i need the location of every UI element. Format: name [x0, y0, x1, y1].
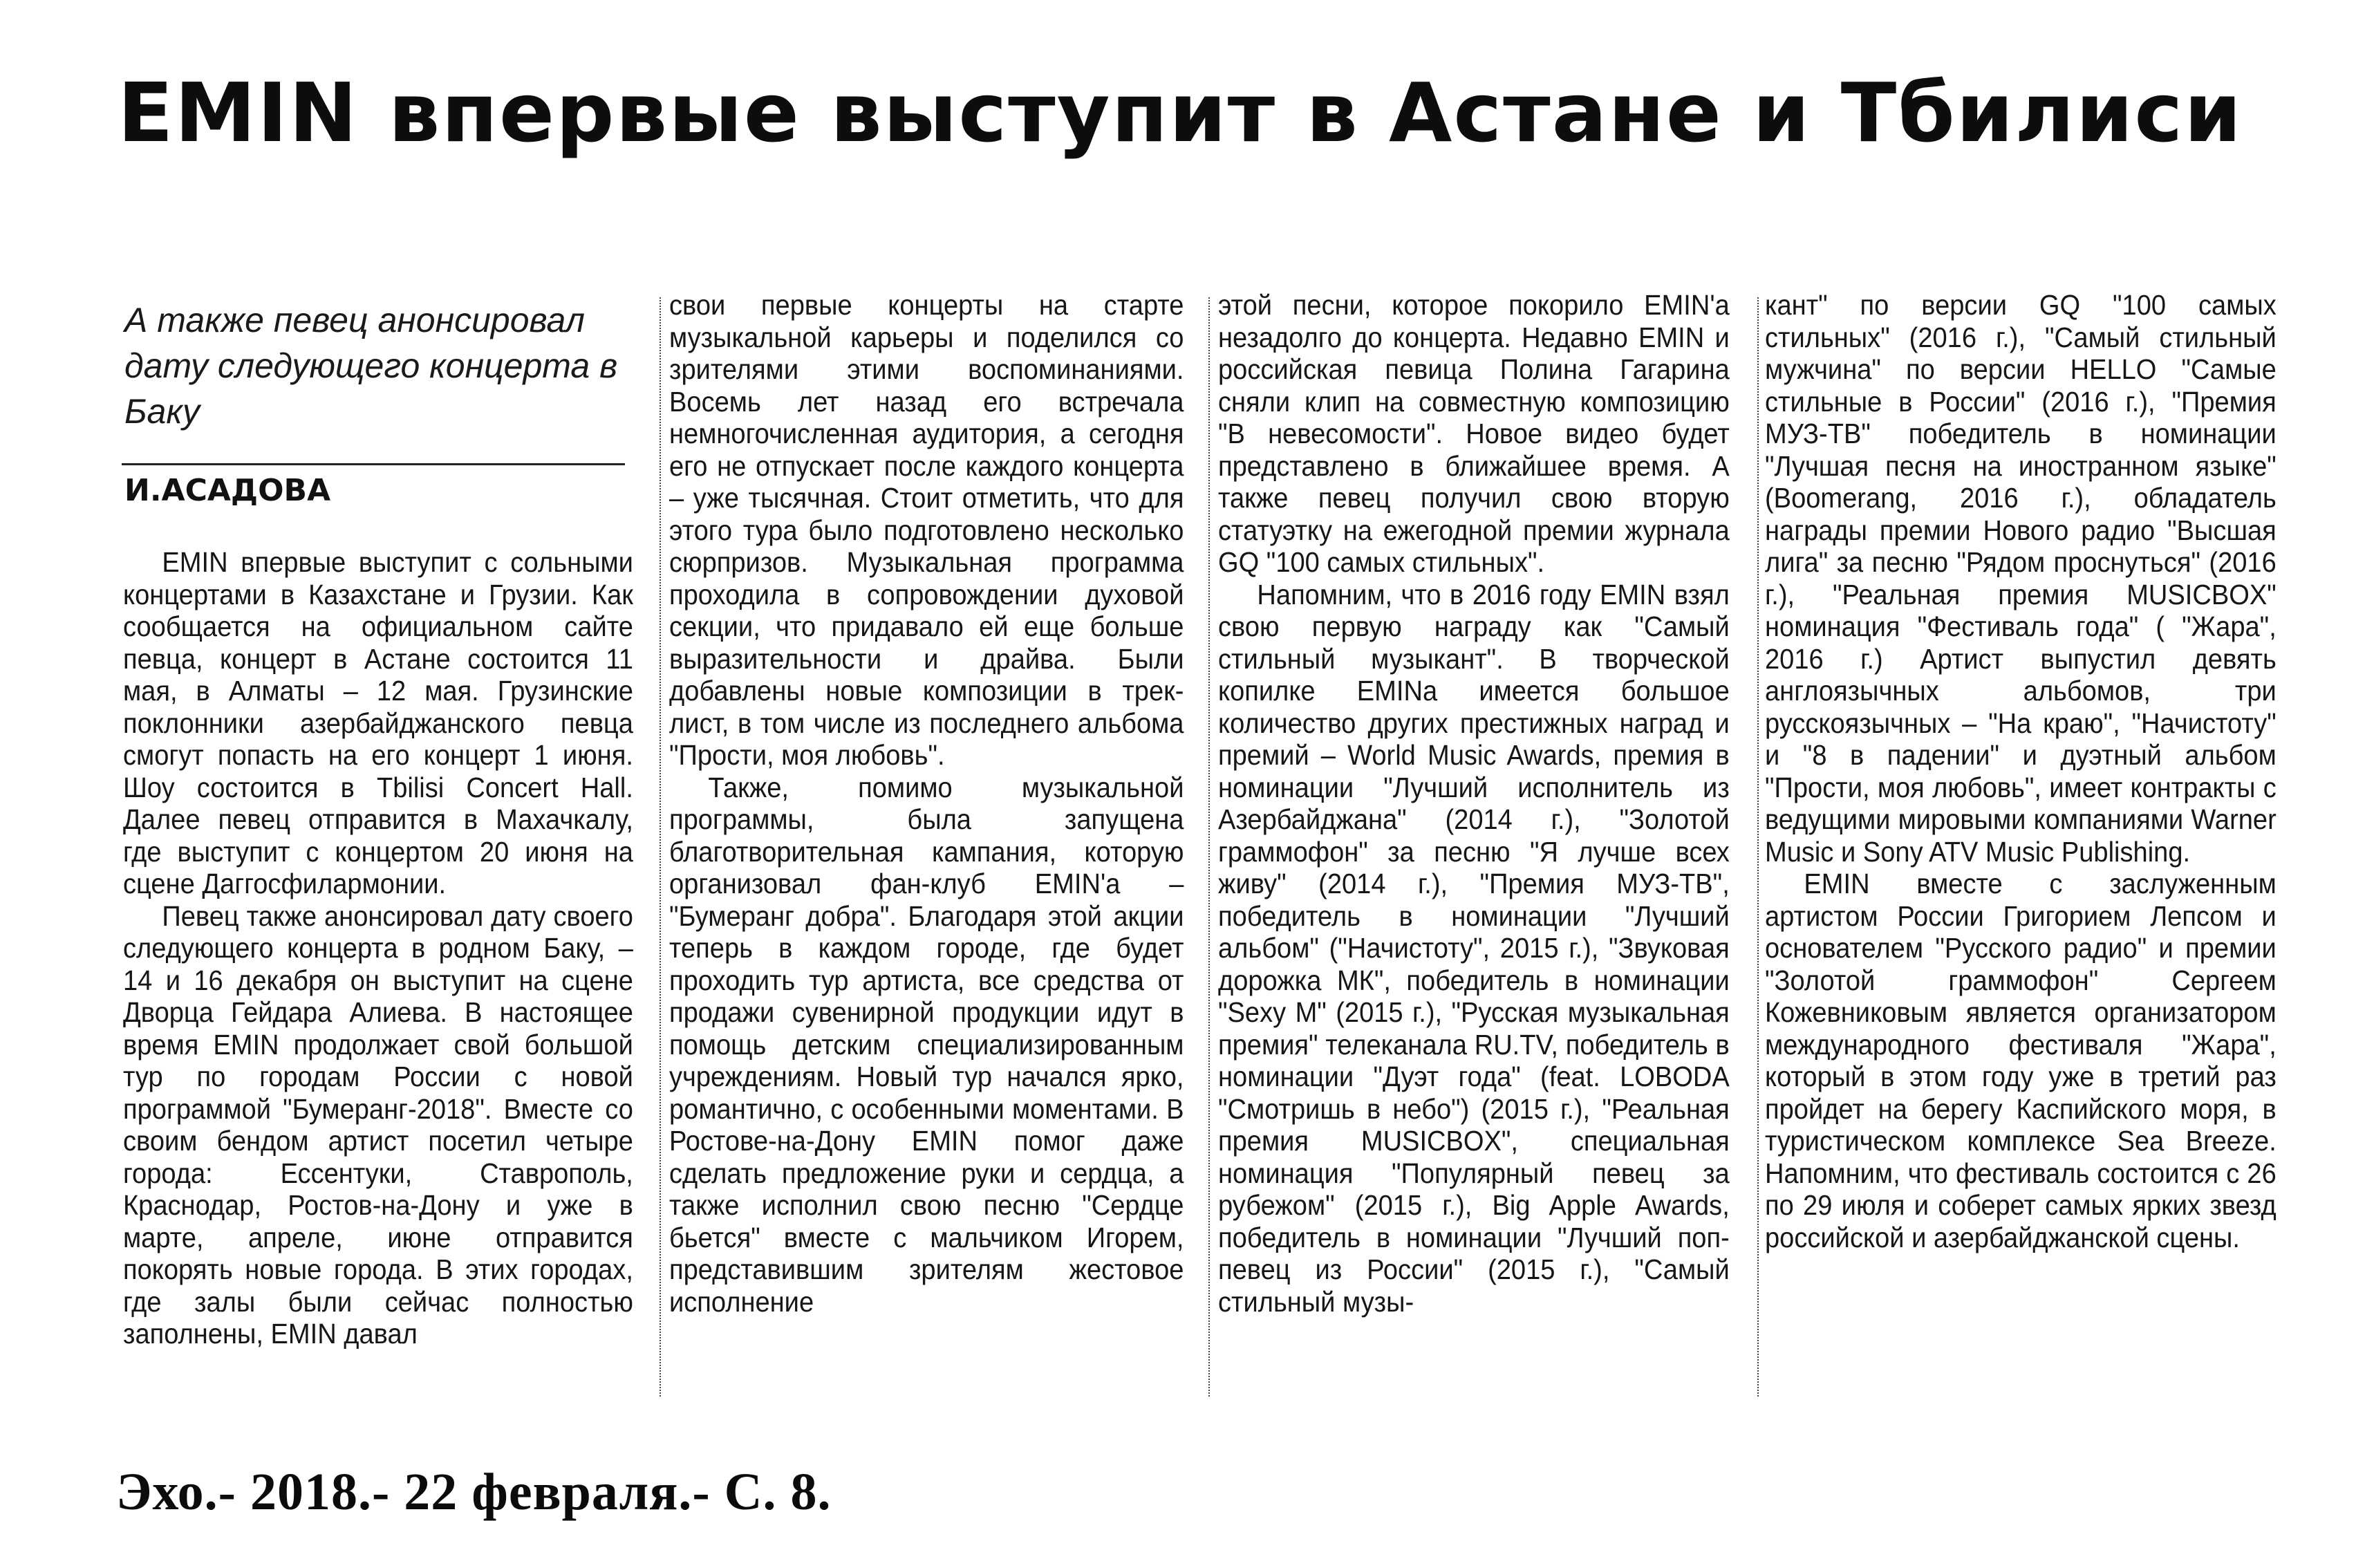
article-column-2	[669, 289, 1184, 1318]
article-column-3	[1218, 289, 1730, 1318]
paragraph: EMIN впервые выступит с сольными концертами в Казахстане и Грузии. Как сообщается на официальном сайте певца, концерт в Астане состоится 11 мая, в Алматы – 12 мая. Грузинские поклонники азербайджанского певца смогут попасть на его концерт 1 июня. Шоу состоится в Tbilisi Concert Hall. Далее певец отправится в Махачкалу, где выступит с концертом 20 июня на сцене Даггосфилармонии.	[123, 546, 633, 899]
source-citation: Эхо.- 2018.- 22 февраля.- С. 8.	[116, 1463, 832, 1521]
paragraph: кант" по версии GQ "100 самых стильных" (2016 г.), "Самый стильный мужчина" по версии HELLO "Самые стильные в России" (2016 г.), "Премия МУЗ-ТВ" победитель в номинации "Лучшая песня на иностранном языке" (Boomerang, 2016 г.), обладатель награды премии Нового радио "Высшая лига" за песню "Рядом проснуться" (2016 г.), "Реальная премия MUSICBOX" номинация "Фестиваль года" ( "Жара", 2016 г.) Артист выпустил девять англоязычных альбомов, три русскоязычных – "На краю", "Начистоту" и "8 в падении" и дуэтный альбом "Прости, моя любовь", имеет контракты с ведущими мировыми компаниями Warner Music и Sony ATV Music Publishing.	[1765, 289, 2276, 868]
column-divider	[660, 297, 661, 1397]
paragraph: этой песни, которое покорило EMIN'а незадолго до концерта. Недавно EMIN и российская певица Полина Гагарина сняли клип на совместную композицию "В невесомости". Новое видео будет представлено в ближайшее время. А также певец получил свою вторую статуэтку на ежегодной премии журнала GQ "100 самых стильных".	[1218, 289, 1730, 578]
byline-divider	[122, 463, 625, 465]
article-column-1	[123, 546, 633, 1350]
article-column-4	[1765, 289, 2276, 1253]
column-divider	[1208, 297, 1210, 1397]
paragraph: свои первые концерты на старте музыкальной карьеры и поделился со зрителями этими воспоминаниями. Восемь лет назад его встречала немногочисленная аудитория, а сегодня его не отпускает после каждого концерта – уже тысячная. Стоит отметить, что для этого тура было подготовлено несколько сюрпризов. Музыкальная программа проходила в сопровождении духовой секции, что придавало ей еще больше выразительности и драйва. Были добавлены новые композиции в трек-лист, в том числе из последнего альбома "Прости, моя любовь".	[669, 289, 1184, 771]
paragraph: Певец также анонсировал дату своего следующего концерта в родном Баку, – 14 и 16 декабря он выступит на сцене Дворца Гейдара Алиева. В настоящее время EMIN продолжает свой большой тур по городам России с новой программой "Бумеранг-2018". Вместе со своим бендом артист посетил четыре города: Ессентуки, Ставрополь, Краснодар, Ростов-на-Дону и уже в марте, апреле, июне отправится покорять новые города. В этих городах, где залы были сейчас полностью заполнены, EMIN давал	[123, 899, 633, 1350]
paragraph: Также, помимо музыкальной программы, была запущена благотворительная кампания, которую организовал фан-клуб EMIN'а – "Бумеранг добра". Благодаря этой акции теперь в каждом городе, где будет проходить тур артиста, все средства от продажи сувенирной продукции идут в помощь детским специализированным учреждениям. Новый тур начался ярко, романтично, с особенными моментами. В Ростове-на-Дону EMIN помог даже сделать предложение руки и сердца, а также исполнил свою песню "Сердце бьется" вместе с мальчиком Игорем, представившим зрителям жестовое исполнение	[669, 771, 1184, 1318]
article-byline: И.АСАДОВА	[124, 473, 331, 508]
paragraph: Напомним, что в 2016 году EMIN взял свою первую награду как "Самый стильный музыкант". В творческой копилке EMINа имеется большое количество других престижных наград и премий – World Music Awards, премия в номинации "Лучший исполнитель из Азербайджана" (2014 г.), "Золотой граммофон" за песню "Я лучше всех живу" (2014 г.), "Премия МУЗ-ТВ", победитель в номинации "Лучший альбом" ("Начистоту", 2015 г.), "Звуковая дорожка МК", победитель в номинации "Sexy M" (2015 г.), "Русская музыкальная премия" телеканала RU.TV, победитель в номинации "Дуэт года" (feat. LOBODA "Смотришь в небо") (2015 г.), "Реальная премия MUSICBOX", специальная номинация "Популярный певец за рубежом" (2015 г.), Big Apple Awards, победитель в номинации "Лучший поп-певец из России" (2015 г.), "Самый стильный музы-	[1218, 578, 1730, 1318]
article-headline: EMIN впервые выступит в Астане и Тбилиси	[118, 65, 2243, 160]
article-subheadline: А также певец анонсировал дату следующего концерта в Баку	[124, 301, 618, 431]
paragraph: EMIN вместе с заслуженным артистом России Григорием Лепсом и основателем "Русского радио" и премии "Золотой граммофон" Сергеем Кожевниковым является организатором международного фестиваля "Жара", который в этом году уже в третий раз пройдет на берегу Каспийского моря, в туристическом комплексе Sea Breeze. Напомним, что фестиваль состоится с 26 по 29 июля и соберет самых ярких звезд российской и азербайджанской сцены.	[1765, 868, 2276, 1253]
column-divider	[1757, 297, 1759, 1397]
